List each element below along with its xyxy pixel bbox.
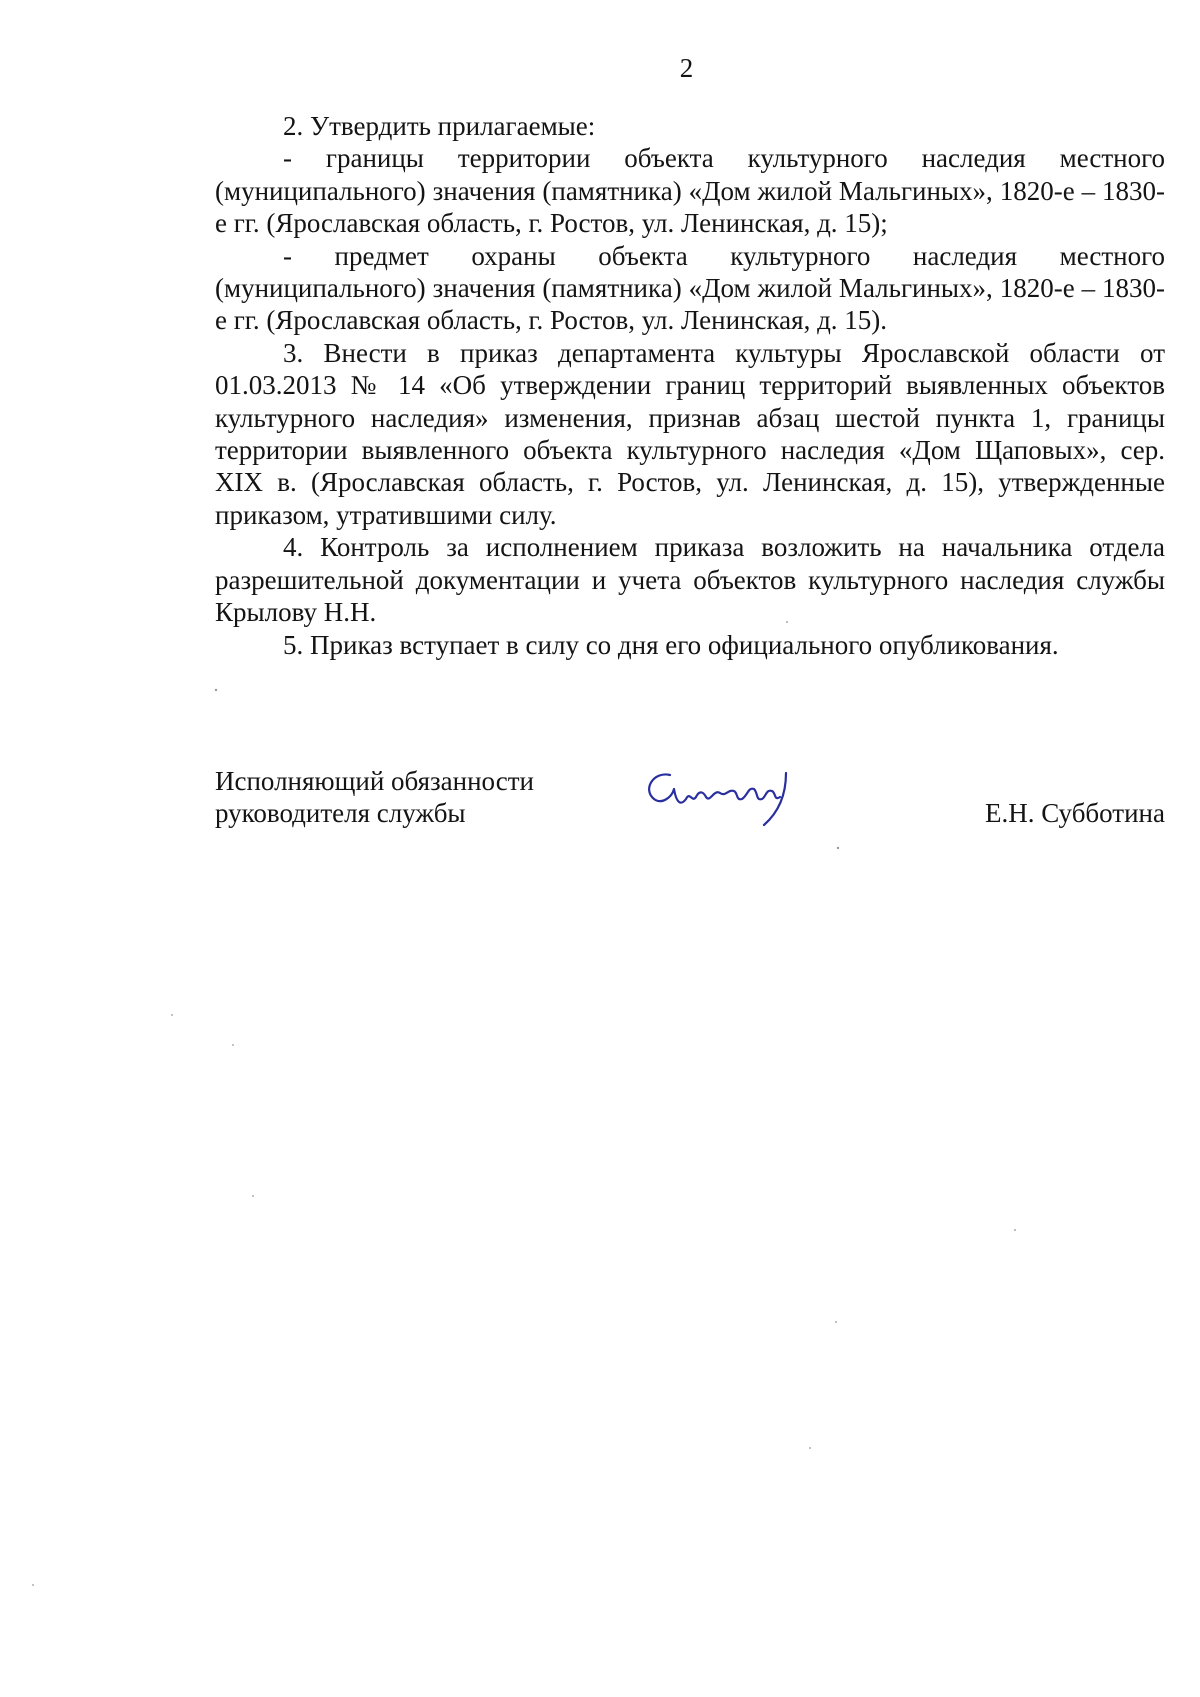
scan-speck (232, 1044, 234, 1046)
scan-speck (32, 1584, 34, 1586)
signer-position-line-1: Исполняющий обязанности (215, 766, 534, 796)
signature-block (215, 765, 1165, 835)
paragraph-item-5: 5. Приказ вступает в силу со дня его официального опубликования. (283, 629, 1059, 660)
page-number: 2 (679, 53, 694, 83)
paragraph-protection-subject: - предмет охраны объекта культурного наследия местного (муниципального) значения (памятника) «Дом жилой Мальгиных», 1820-е – 1830-е гг. (Ярославская область, г. Ростов, ул. Ленинская, д. 15). (215, 240, 1165, 336)
paragraph-item-3: 3. Внести в приказ департамента культуры Ярославской области от 01.03.2013 № 14 «Об утверждении границ территорий выявленных объектов культурного наследия» изменения, признав абзац шестой пункта 1, границы территории выявленного объекта культурного наследия «Дом Щаповых», сер. XIX в. (Ярославская область, г. Ростов, ул. Ленинская, д. 15), утвержденные приказом, утратившими силу. (215, 337, 1165, 530)
document-body (215, 110, 1165, 661)
scan-speck (215, 689, 217, 691)
scan-speck (1014, 1229, 1016, 1231)
paragraph-item-2: 2. Утвердить прилагаемые: (283, 111, 596, 141)
signer-position (215, 765, 595, 830)
scan-speck (835, 1321, 837, 1323)
scan-speck (252, 1195, 254, 1197)
signer-position-line-2: руководителя службы (215, 798, 466, 829)
scan-speck (809, 1447, 811, 1449)
handwritten-signature (640, 763, 820, 833)
scan-speck (171, 1014, 173, 1016)
paragraph-borders: - границы территории объекта культурного наследия местного (муниципального) значения (памятника) «Дом жилой Мальгиных», 1820-е – 1830-е гг. (Ярославская область, г. Ростов, ул. Ленинская, д. 15); (215, 143, 1165, 239)
signer-name: Е.Н. Субботина (984, 798, 1165, 828)
paragraph-item-4: 4. Контроль за исполнением приказа возложить на начальника отдела разрешительной документации и учета объектов культурного наследия службы Крылову Н.Н. (215, 532, 1165, 628)
scan-speck (837, 847, 839, 849)
